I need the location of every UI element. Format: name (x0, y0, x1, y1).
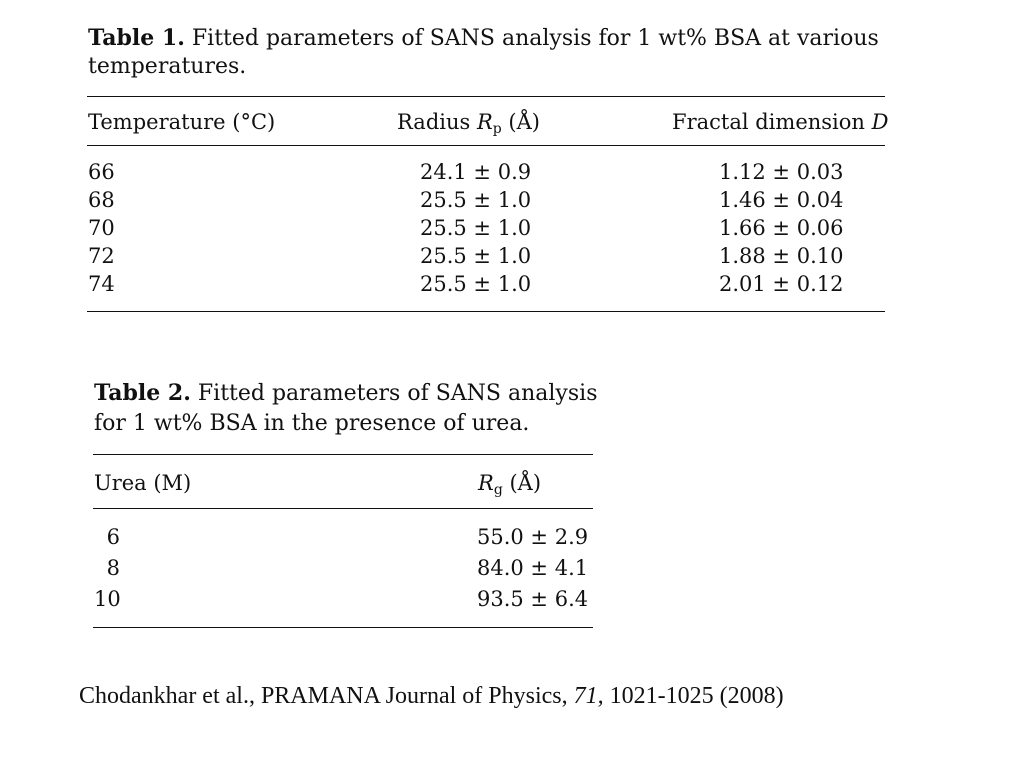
table1-cell-radius: 25.5 ± 1.0 (420, 244, 532, 268)
table1-cell-radius: 25.5 ± 1.0 (420, 188, 532, 212)
table2-cell-urea: 6 (106, 525, 120, 549)
table1-header-fractal: Fractal dimension D (672, 110, 889, 134)
table1-cell-fractal: 1.66 ± 0.06 (719, 216, 844, 240)
table1-header-rule (87, 145, 885, 146)
table2-caption-line2: for 1 wt% BSA in the presence of urea. (94, 411, 530, 436)
table1-label: Table 1. (88, 25, 185, 51)
citation (79, 683, 784, 710)
table1-cell-fractal: 1.12 ± 0.03 (719, 160, 844, 184)
table1-caption-line2: temperatures. (88, 54, 247, 79)
table2-label: Table 2. (94, 380, 191, 406)
citation-volume: 71, (573, 683, 604, 709)
table1-cell-temp: 72 (88, 244, 115, 268)
table2-header-rg: $R_g$ (Å) (478, 471, 542, 498)
table1-cell-fractal: 1.88 ± 0.10 (719, 244, 844, 268)
table2-top-rule (93, 454, 593, 455)
table2-header-rule (93, 508, 593, 509)
citation-text: Chodankhar et al., PRAMANA Journal of Physics, (79, 683, 574, 709)
table2-cell-rg: 55.0 ± 2.9 (477, 525, 589, 549)
table1-cell-radius: 24.1 ± 0.9 (420, 160, 532, 184)
table2-caption-line1: Fitted parameters of SANS analysis (197, 381, 598, 406)
table1-cell-temp: 70 (88, 216, 115, 240)
table1-caption (88, 24, 888, 81)
table1-top-rule (87, 96, 885, 97)
table2-cell-rg: 93.5 ± 6.4 (477, 587, 589, 611)
table2-bottom-rule (93, 627, 593, 628)
table1-cell-fractal: 1.46 ± 0.04 (719, 188, 844, 212)
table2-caption (94, 378, 634, 439)
table1-cell-temp: 74 (88, 272, 115, 296)
table2-cell-urea: 8 (106, 556, 120, 580)
table1-header-temperature: Temperature (°C) (88, 110, 276, 134)
table1-bottom-rule (87, 311, 885, 312)
table2-header-urea: Urea (M) (94, 471, 192, 495)
table1-cell-fractal: 2.01 ± 0.12 (719, 272, 844, 296)
citation-pages: 1021-1025 (2008) (603, 683, 784, 709)
table2-cell-urea: 10 (94, 587, 121, 611)
table2-cell-rg: 84.0 ± 4.1 (477, 556, 589, 580)
table1-cell-temp: 66 (88, 160, 115, 184)
table1-caption-line1: Fitted parameters of SANS analysis for 1 wt% BSA at various (191, 26, 879, 51)
table1-cell-radius: 25.5 ± 1.0 (420, 216, 532, 240)
table1-cell-radius: 25.5 ± 1.0 (420, 272, 532, 296)
table1-header-radius: Radius $R_p$ (Å) (397, 110, 540, 137)
table1-cell-temp: 68 (88, 188, 115, 212)
